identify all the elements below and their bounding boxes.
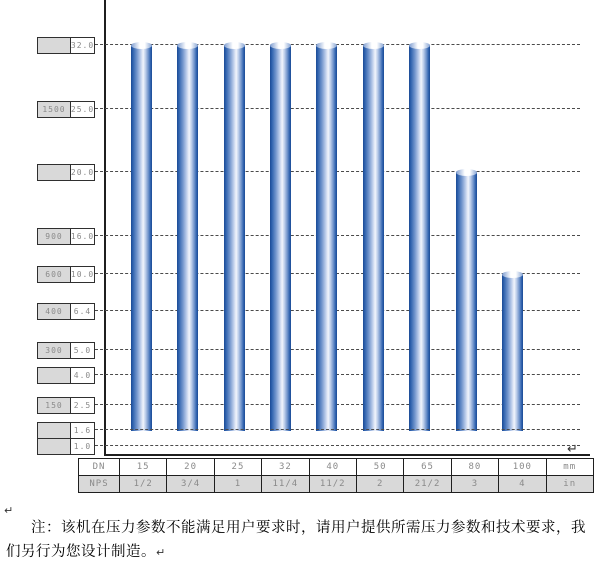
class-label-box: [38, 165, 71, 180]
pn-label-box: 4.0: [71, 368, 94, 383]
y-label-row: [37, 266, 95, 283]
return-mark-icon: ↵: [4, 504, 14, 517]
table-cell: 11/2: [309, 476, 356, 493]
dn-row: [79, 459, 594, 476]
y-label-row: [37, 37, 95, 54]
note-line-1: 注：该机在压力参数不能满足用户要求时，请用户提供所需压力参数和技术要求，我: [31, 520, 586, 536]
y-label-row: [37, 422, 95, 439]
pressure-bar-dn-80: [456, 172, 477, 431]
pn-label-box: 1.6: [71, 423, 94, 438]
table-cell: in: [546, 476, 593, 493]
table-cell: 80: [451, 459, 498, 476]
class-label-box: [38, 423, 71, 438]
pn-label-box: 16.0: [71, 229, 94, 244]
table-cell: 20: [167, 459, 214, 476]
y-label-row: [37, 101, 95, 118]
note-line-2: [6, 540, 612, 561]
table-cell: NPS: [79, 476, 120, 493]
gridline-pn-1.0: [95, 445, 580, 446]
pn-label-box: 32.0: [71, 38, 94, 53]
class-label-box: 150: [38, 398, 71, 413]
pressure-bar-dn-50: [363, 45, 384, 431]
gridline-pn-20.0: [95, 171, 580, 172]
return-mark-icon: ↵: [156, 546, 166, 559]
class-label-box: [38, 439, 71, 454]
y-label-row: [37, 397, 95, 414]
class-label-box: 900: [38, 229, 71, 244]
table-cell: 65: [404, 459, 451, 476]
table-cell: 40: [309, 459, 356, 476]
table-cell: 1: [214, 476, 261, 493]
table-cell: 2: [356, 476, 403, 493]
x-axis-line: [104, 454, 590, 456]
pressure-bar-dn-32: [270, 45, 291, 431]
table-cell: 11/4: [262, 476, 309, 493]
class-label-box: 1500: [38, 102, 71, 117]
pn-label-box: 20.0: [71, 165, 94, 180]
pn-label-box: 10.0: [71, 267, 94, 282]
gridline-pn-25.0: [95, 108, 580, 109]
pressure-bar-dn-25: [224, 45, 245, 431]
class-label-box: [38, 368, 71, 383]
y-label-row: [37, 342, 95, 359]
pn-label-box: 25.0: [71, 102, 94, 117]
y-label-row: [37, 303, 95, 320]
table-cell: DN: [79, 459, 120, 476]
gridline-pn-1.6: [95, 429, 580, 430]
note-line-2-text: 们另行为您设计制造。: [6, 544, 156, 560]
table-cell: 21/2: [404, 476, 451, 493]
table-cell: 1/2: [120, 476, 167, 493]
dn-nps-table: [78, 458, 594, 493]
table-cell: 4: [499, 476, 546, 493]
class-label-box: 400: [38, 304, 71, 319]
class-label-box: 300: [38, 343, 71, 358]
table-cell: 100: [499, 459, 546, 476]
table-cell: 32: [262, 459, 309, 476]
pn-label-box: 6.4: [71, 304, 94, 319]
return-mark-icon: ↵: [567, 442, 578, 457]
class-label-box: [38, 38, 71, 53]
pn-label-box: 2.5: [71, 398, 94, 413]
class-label-box: 600: [38, 267, 71, 282]
pn-label-box: 5.0: [71, 343, 94, 358]
y-label-row: [37, 438, 95, 455]
pressure-bar-dn-65: [409, 45, 430, 431]
nps-row: [79, 476, 594, 493]
pressure-bar-dn-40: [316, 45, 337, 431]
pn-label-box: 1.0: [71, 439, 94, 454]
y-axis-line: [104, 0, 106, 456]
table-cell: 15: [120, 459, 167, 476]
pressure-bar-dn-15: [131, 45, 152, 431]
y-label-row: [37, 164, 95, 181]
y-label-row: [37, 367, 95, 384]
gridline-pn-32.0: [95, 44, 580, 45]
pressure-bar-dn-100: [502, 274, 523, 431]
y-label-row: [37, 228, 95, 245]
gridline-pn-16.0: [95, 235, 580, 236]
table-cell: 3: [451, 476, 498, 493]
table-cell: 25: [214, 459, 261, 476]
table-cell: 50: [356, 459, 403, 476]
table-cell: 3/4: [167, 476, 214, 493]
table-cell: mm: [546, 459, 593, 476]
pressure-bar-dn-20: [177, 45, 198, 431]
